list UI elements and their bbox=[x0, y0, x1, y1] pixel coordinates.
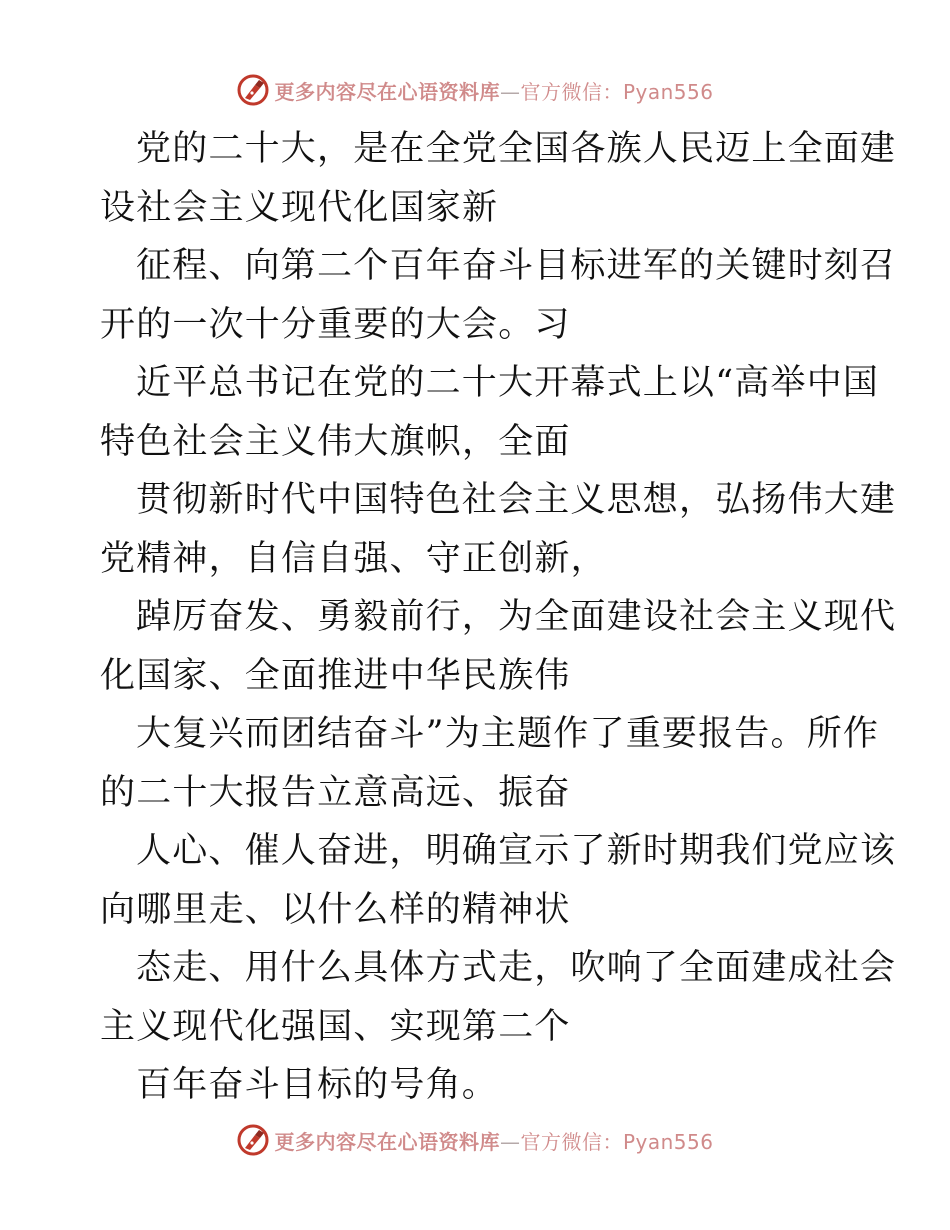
body-line-14: 向哪里走、以什么样的精神状 bbox=[100, 889, 571, 930]
body-line-8: 党精神，自信自强、守正创新， bbox=[100, 538, 607, 579]
header-banner-text bbox=[274, 76, 713, 105]
body-line-12: 的二十大报告立意高远、振奋 bbox=[100, 772, 571, 813]
body-line-17: 百年奋斗目标的号角。 bbox=[136, 1065, 499, 1105]
body-line-13: 人心、催人奋进，明确宣示了新时期我们党应该 bbox=[136, 831, 897, 871]
body-line-6: 特色社会主义伟大旗帜，全面 bbox=[100, 421, 571, 462]
body-line-4: 开的一次十分重要的大会。习 bbox=[100, 304, 571, 345]
footer-banner-text bbox=[274, 1126, 713, 1155]
pen-nib-logo-icon bbox=[236, 1123, 270, 1157]
body-line-11: 大复兴而团结奋斗”为主题作了重要报告。所作 bbox=[136, 714, 880, 754]
document-body bbox=[100, 120, 897, 1115]
body-line-16: 主义现代化强国、实现第二个 bbox=[100, 1006, 571, 1047]
body-line-1: 党的二十大，是在全党全国各族人民迈上全面建 bbox=[136, 129, 897, 169]
footer-library-text: 更多内容尽在心语资料库 bbox=[274, 1129, 500, 1154]
body-line-3: 征程、向第二个百年奋斗目标进军的关键时刻召 bbox=[136, 246, 897, 286]
body-line-10: 化国家、全面推进中华民族伟 bbox=[100, 655, 571, 696]
footer-separator: — bbox=[499, 1129, 521, 1154]
body-line-7: 贯彻新时代中国特色社会主义思想，弘扬伟大建 bbox=[136, 480, 897, 520]
footer-wechat-text: 官方微信：Pyan556 bbox=[520, 1129, 714, 1154]
body-line-9: 踔厉奋发、勇毅前行，为全面建设社会主义现代 bbox=[136, 597, 897, 637]
header-separator: — bbox=[499, 79, 521, 104]
header-banner bbox=[0, 70, 950, 110]
body-line-5: 近平总书记在党的二十大开幕式上以“高举中国 bbox=[136, 363, 880, 403]
body-line-2: 设社会主义现代化国家新 bbox=[100, 187, 499, 228]
header-library-text: 更多内容尽在心语资料库 bbox=[274, 79, 500, 104]
pen-nib-logo-icon bbox=[236, 73, 270, 107]
footer-banner bbox=[0, 1120, 950, 1160]
header-wechat-text: 官方微信：Pyan556 bbox=[520, 79, 714, 104]
body-line-15: 态走、用什么具体方式走，吹响了全面建成社会 bbox=[136, 948, 897, 988]
